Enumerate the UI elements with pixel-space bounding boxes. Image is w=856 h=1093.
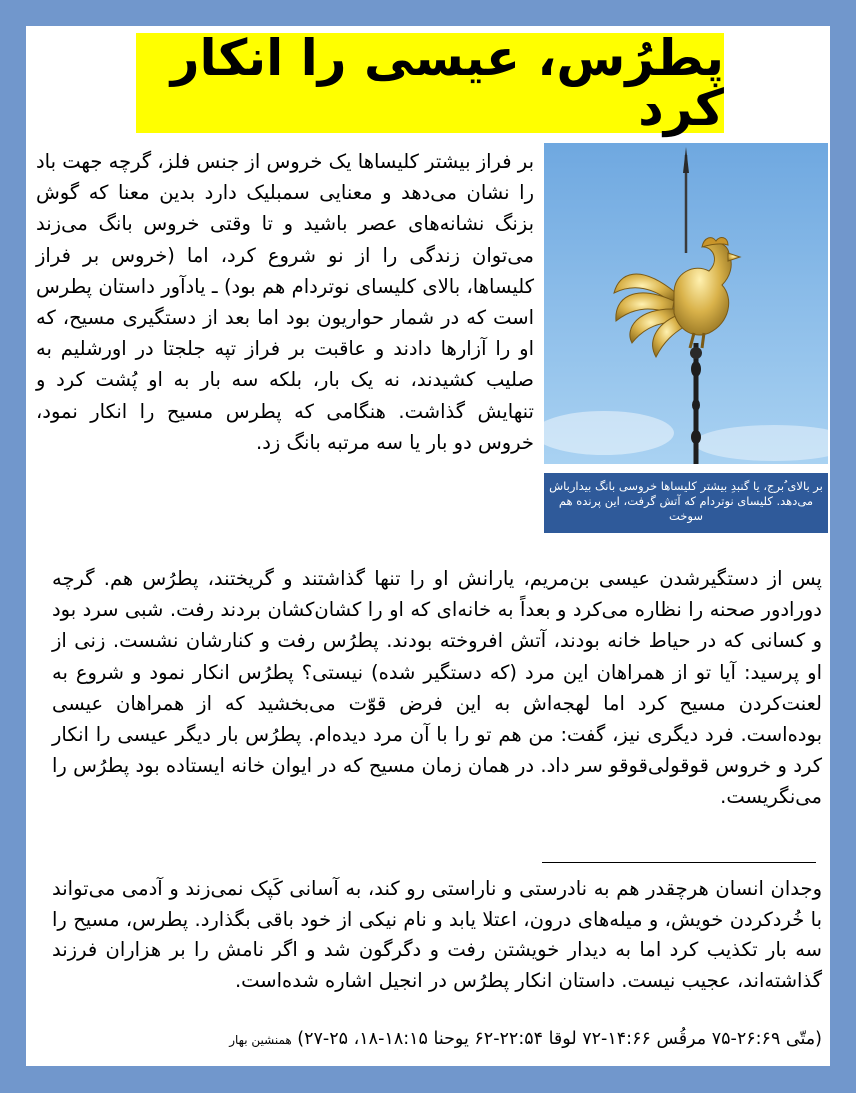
paragraph-story: پس از دستگیرشدن عیسی بن‌مریم، یارانش او را تنها گذاشتند و گریختند، پطرُس هم. گرچه دورادور صحنه را نظاره می‌کرد و بعداً به خانه‌ای که او را کشان‌کشان بردند رفت. شبی سرد بود و کسانی که در حیاط خانه بودند، آتش افروخته بودند. پطرُس رفت و کنارشان نشست. زنی از او پرسید: آیا تو از همراهان این مرد (که دستگیر شده) نیستی؟ پطرُس انکار نمود و شروع به لعنت‌کردن مسیح کرد اما لهجه‌اش به این فرض قوّت می‌بخشید که از همراهان عیسی بوده‌است. فرد دیگری نیز، گفت: من هم تو را با آن مرد دیده‌ام. پطرُس بار دیگر عیسی را انکار کرد و خروس قوقولی‌قوقو سر داد. در همان زمان مسیح که در ایوان خانه ایستاده بود پطرُس را می‌نگریست. — [52, 567, 822, 809]
title-banner — [136, 29, 724, 137]
author-signature: همنشین بهار — [229, 1033, 292, 1047]
article-title: پطرُس، عیسی را انکار کرد — [170, 29, 724, 137]
paragraph-conclusion: وجدان انسان هرچقدر هم به نادرستی و ناراستی رو کند، به آسانی کَپک نمی‌زند و آدمی می‌تواند با خُردکردن خویش، و میله‌های درون، اعتلا یابد و نام نیکی از خود باقی بگذارد. پطرس، مسیح را سه بار تکذیب کرد اما به دیدار خویشتن رفت و دگرگون شد و اگر نامش را بر هزاران فرزند گذاشته‌اند، عجیب نیست. داستان انکار پطرُس در انجیل اشاره شده‌است. — [52, 877, 822, 992]
paragraph-intro: بر فراز بیشتر کلیساها یک خروس از جنس فلز، گرچه جهت باد را نشان می‌دهد و معنایی سمبلیک دارد بدین معنا که گوش بزنگ نشانه‌های عصر باشید و تا وقتی خروس بانگ می‌زند می‌توان زندگی را از نو شروع کرد، اما (خروس بر فراز کلیساها، بالای کلیسای نوتردام هم بود) ـ یادآور داستان پطرس است که در شمار حواریون بود اما بعد از دستگیری مسیح، که او را آزارها دادند و عاقبت بر فراز تپه جلجتا در اورشلیم به صلیب کشیدند، نه یک بار، بلکه سه بار به او پُشت کرد و تنهایش گذاشت. هنگامی که پطرس مسیح را انکار نمود، خروس دو بار یا سه مرتبه بانگ زد. — [36, 150, 534, 454]
article-page — [26, 26, 830, 1066]
references-line — [36, 1027, 822, 1052]
bible-references: (متّی ۲۶:۶۹-۷۵ مرقُس ۱۴:۶۶-۷۲ لوقا ۲۲:۵۴-۶۲ یوحنا ۱۸:۱۵-۱۸، ۲۵-۲۷) — [297, 1029, 822, 1049]
rooster-weathervane-photo — [544, 143, 828, 464]
section-divider — [542, 862, 816, 863]
photo-caption: بر بالای ُبرج، یا گنبدِ بیشتر کلیساها خروسی بانگ بیدارباش می‌دهد. کلیسای نوتردام که آتش گرفت، این پرنده هم سوخت — [544, 473, 828, 533]
